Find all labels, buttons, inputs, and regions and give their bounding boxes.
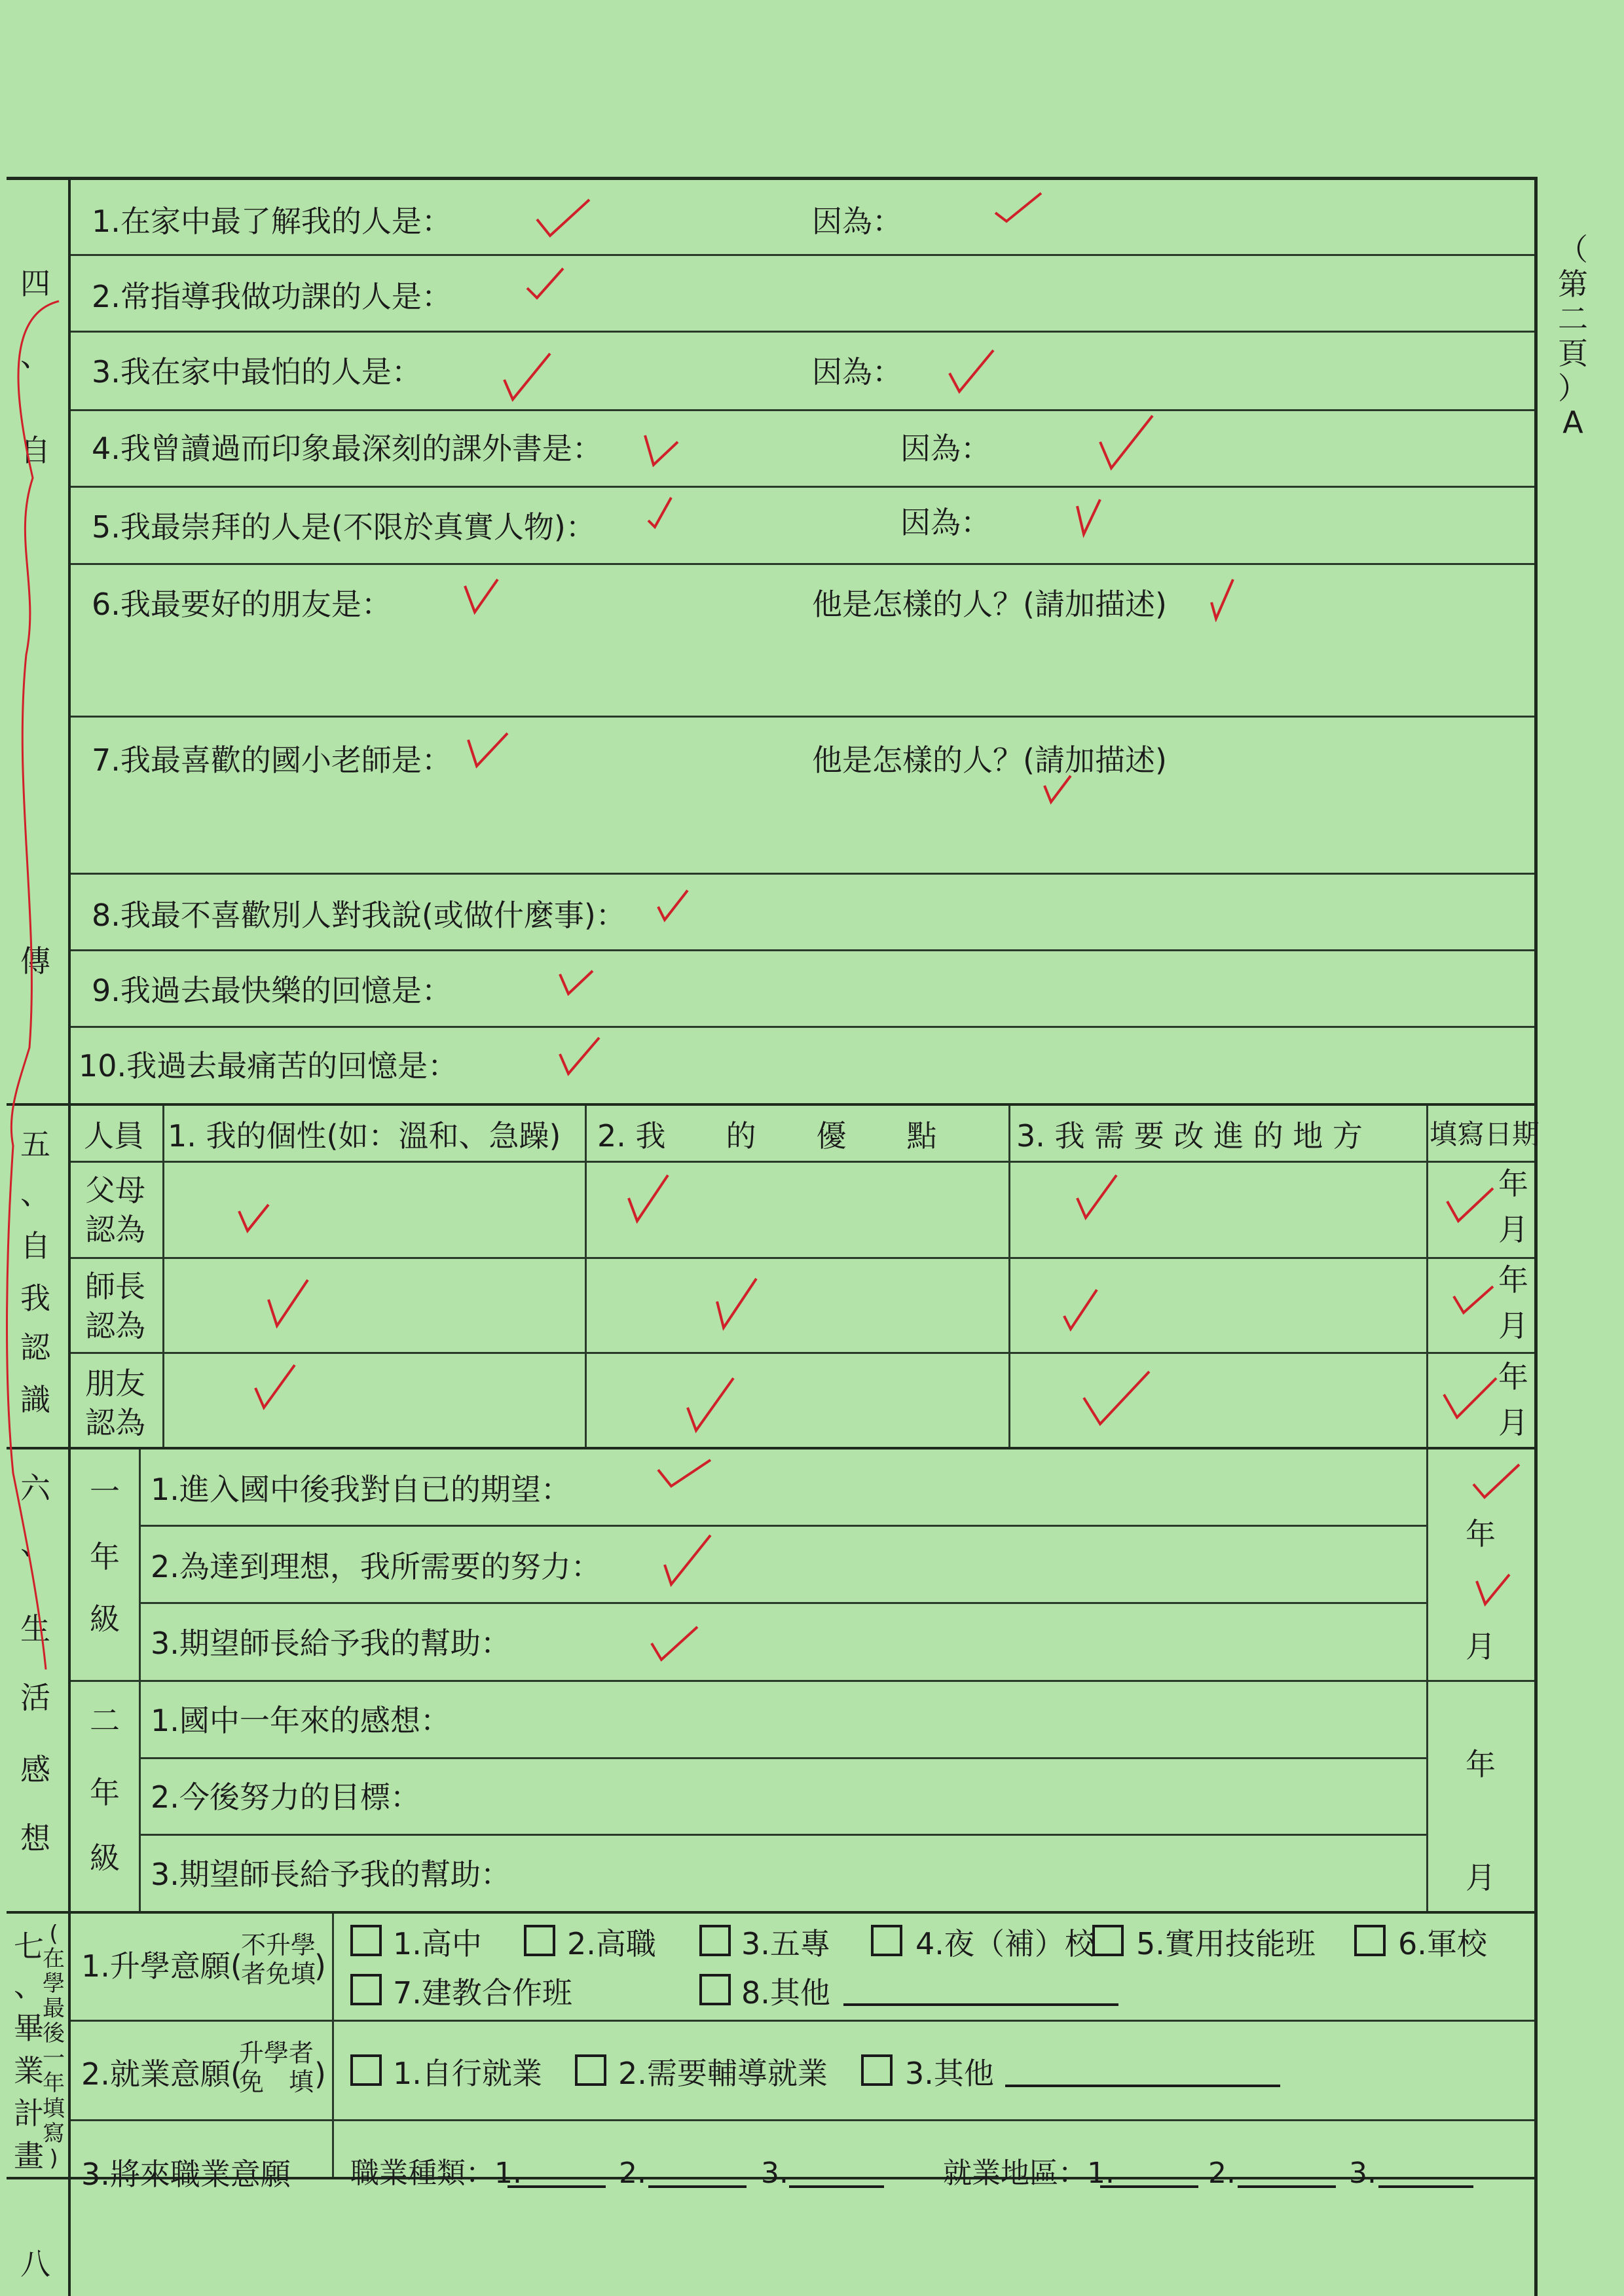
grade1-item: 3.期望師長給予我的幫助：: [151, 1626, 511, 1661]
section6-char: 、: [20, 1526, 50, 1561]
autobio-q6: 6.我最要好的朋友是：: [92, 587, 392, 622]
option-checkbox[interactable]: [861, 2054, 893, 2086]
col-header-date: 填寫日期: [1430, 1118, 1540, 1150]
check-mark-icon: [557, 1034, 602, 1077]
option-checkbox[interactable]: [871, 1925, 902, 1956]
career-area-1-field[interactable]: [1100, 2185, 1198, 2188]
employment-title: 2.就業意願(: [81, 2056, 242, 2092]
note-char: 年: [43, 2070, 65, 2097]
row-teachers: 師長: [85, 1269, 145, 1304]
check-mark-icon: [501, 350, 553, 403]
note-char: 寫: [43, 2120, 65, 2147]
option-label: 6.軍校: [1398, 1926, 1487, 1961]
section6-char: 生: [20, 1611, 50, 1647]
autobio-q2: 2.常指導我做功課的人是：: [92, 279, 452, 314]
check-mark-icon: [714, 1275, 760, 1331]
check-mark-icon: [524, 265, 570, 304]
check-mark-icon: [992, 190, 1044, 229]
check-mark-icon: [1444, 1185, 1496, 1224]
date-month: 月: [1498, 1308, 1528, 1343]
section4-char: 傳: [20, 943, 50, 979]
note-line: 者免填: [241, 1959, 316, 1988]
autobio-q5: 5.我最崇拜的人是(不限於真實人物)：: [92, 509, 596, 545]
career-kind-3-label: 3.: [761, 2157, 788, 2190]
note-char: 最: [43, 1995, 65, 2022]
check-mark-icon: [1208, 576, 1238, 622]
section5-char: 自: [20, 1228, 50, 1264]
section6-char: 想: [20, 1821, 50, 1856]
col-header-personality: 1. 我的個性(如：溫和、急躁): [168, 1118, 561, 1154]
section5-char: 我: [20, 1281, 50, 1316]
autobio-q7: 7.我最喜歡的國小老師是：: [92, 742, 452, 778]
side-char: A: [1562, 405, 1583, 441]
option-label: 8.其他: [741, 1975, 830, 2011]
option-checkbox[interactable]: [350, 1925, 382, 1956]
grade1-month: 月: [1466, 1629, 1496, 1664]
option-label: 2.高職: [567, 1926, 656, 1961]
career-area-label: 就業地區：1.: [943, 2157, 1115, 2190]
note-line: 升學者: [239, 2039, 314, 2068]
grade2-item: 3.期望師長給予我的幫助：: [151, 1857, 511, 1892]
section5-char: 認: [20, 1330, 50, 1365]
employment-note: [239, 2039, 314, 2096]
check-mark-icon: [648, 1624, 701, 1663]
grade2-item: 1.國中一年來的感想：: [151, 1703, 451, 1738]
option-label: 3.其他: [905, 2056, 994, 2091]
section4-char: 四: [20, 266, 50, 301]
check-mark-icon: [625, 1172, 671, 1224]
check-mark-icon: [1080, 1368, 1153, 1427]
option-checkbox[interactable]: [350, 1974, 382, 2005]
side-char: （: [1558, 232, 1588, 267]
check-mark-icon: [534, 196, 593, 242]
option-checkbox[interactable]: [575, 2054, 606, 2086]
check-mark-icon: [1450, 1283, 1496, 1316]
option-label: 5.實用技能班: [1136, 1926, 1316, 1961]
date-year: 年: [1498, 1359, 1528, 1394]
career-kind-1-field[interactable]: [507, 2185, 606, 2188]
check-mark-icon: [465, 730, 511, 769]
career-title: 3.將來職業意願: [81, 2157, 291, 2192]
section4-char: 、: [20, 338, 50, 373]
grade1-item: 2.為達到理想，我所需要的努力：: [151, 1549, 601, 1584]
check-mark-icon: [1074, 496, 1107, 539]
career-kind-2-label: 2.: [619, 2157, 646, 2190]
section6-char: 感: [20, 1752, 50, 1787]
note-line: 免 填: [239, 2067, 314, 2096]
option-label: 7.建教合作班: [393, 1975, 572, 2011]
side-char: 第: [1558, 266, 1588, 302]
autobio-q7-desc: 他是怎樣的人？(請加描述): [812, 742, 1167, 778]
other-employment-field[interactable]: [1005, 2085, 1280, 2087]
autobio-q9: 9.我過去最快樂的回憶是：: [92, 973, 452, 1008]
check-mark-icon: [1470, 1461, 1522, 1501]
check-mark-icon: [1074, 1172, 1120, 1221]
check-mark-icon: [252, 1362, 298, 1411]
grade1-char: 一: [90, 1474, 120, 1509]
autobio-q3-reason: 因為：: [812, 354, 902, 390]
check-mark-icon: [655, 1457, 714, 1489]
check-mark-icon: [655, 887, 691, 923]
grade2-char: 級: [90, 1840, 120, 1876]
row-friends: 認為: [85, 1405, 145, 1440]
grade1-char: 年: [90, 1539, 120, 1575]
autobio-q3: 3.我在家中最怕的人是：: [92, 354, 422, 390]
option-label: 4.夜（補）校: [915, 1926, 1095, 1961]
check-mark-icon: [642, 429, 681, 468]
autobio-q5-reason: 因為：: [900, 505, 991, 540]
autobio-q10: 10.我過去最痛苦的回憶是：: [79, 1048, 458, 1084]
option-checkbox[interactable]: [350, 2054, 382, 2086]
date-year: 年: [1498, 1166, 1528, 1201]
grade1-year: 年: [1466, 1516, 1496, 1552]
career-kind-3-field[interactable]: [789, 2185, 884, 2188]
autobio-q4: 4.我曾讀過而印象最深刻的課外書是：: [92, 431, 602, 466]
option-label: 2.需要輔導就業: [618, 2056, 828, 2091]
section7-char: 業: [14, 2053, 44, 2088]
section8-label: 八: [20, 2246, 50, 2282]
side-char: ）: [1558, 370, 1588, 406]
option-checkbox[interactable]: [1354, 1925, 1386, 1956]
career-area-3-label: 3.: [1349, 2157, 1376, 2190]
side-char: 頁: [1558, 335, 1588, 371]
other-study-field[interactable]: [843, 2003, 1118, 2006]
note-char: 填: [43, 2095, 65, 2122]
col-header-strengths: 2. 我 的 優 點: [597, 1118, 937, 1154]
check-mark-icon: [1061, 1286, 1100, 1332]
autobio-q8: 8.我最不喜歡別人對我說(或做什麼事)：: [92, 898, 626, 933]
section5-char: 、: [20, 1176, 50, 1211]
check-mark-icon: [557, 968, 596, 997]
option-label: 1.高中: [393, 1926, 482, 1961]
page-side-label: [1553, 232, 1593, 440]
option-label: 3.五專: [741, 1926, 830, 1961]
option-checkbox[interactable]: [1092, 1925, 1124, 1956]
check-mark-icon: [1441, 1375, 1500, 1421]
section7-char: 計: [14, 2096, 44, 2131]
option-checkbox[interactable]: [699, 1925, 731, 1956]
red-bracket-mark: [0, 262, 79, 1702]
col-header-person: 人員: [84, 1118, 144, 1154]
further-study-title: 1.升學意願(: [81, 1948, 242, 1984]
check-mark-icon: [265, 1277, 311, 1329]
note-char: 在: [43, 1946, 65, 1973]
grade1-char: 級: [90, 1601, 120, 1637]
grade1-item: 1.進入國中後我對自已的期望：: [151, 1472, 571, 1507]
section6-char: 活: [20, 1680, 50, 1715]
career-kind-label: 職業種類：1.: [350, 2157, 522, 2190]
grade2-item: 2.今後努力的目標：: [151, 1779, 420, 1815]
date-month: 月: [1498, 1405, 1528, 1440]
note-char: 學: [43, 1971, 65, 1997]
section7-char: 、: [14, 1968, 44, 2003]
row-friends: 朋友: [85, 1366, 145, 1401]
note-line: 不升學: [241, 1931, 316, 1959]
section7-char: 畫: [14, 2138, 44, 2174]
grade2-char: 二: [90, 1703, 120, 1738]
autobio-q6-desc: 他是怎樣的人？(請加描述): [812, 587, 1167, 622]
check-mark-icon: [645, 494, 678, 534]
date-month: 月: [1498, 1212, 1528, 1247]
note-char: ): [49, 2145, 58, 2172]
autobio-q4-reason: 因為：: [900, 431, 991, 466]
side-char: 二: [1558, 301, 1588, 337]
grade2-month: 月: [1466, 1860, 1496, 1895]
note-char: (: [49, 1921, 58, 1947]
section5-char: 識: [20, 1382, 50, 1417]
autobio-q1: 1.在家中最了解我的人是：: [92, 204, 452, 239]
section6-char: 六: [20, 1470, 50, 1506]
further-study-note: [241, 1931, 316, 1988]
option-checkbox[interactable]: [524, 1925, 555, 1956]
row-parents: 認為: [85, 1212, 145, 1247]
check-mark-icon: [462, 576, 501, 615]
grade2-char: 年: [90, 1775, 120, 1810]
career-area-2-label: 2.: [1208, 2157, 1236, 2190]
option-label: 1.自行就業: [393, 2056, 542, 2091]
career-kind-2-field[interactable]: [648, 2185, 747, 2188]
career-area-3-field[interactable]: [1378, 2185, 1473, 2188]
check-mark-icon: [684, 1375, 737, 1434]
further-study-title-end: ): [314, 1948, 326, 1984]
date-year: 年: [1498, 1262, 1528, 1298]
check-mark-icon: [946, 347, 999, 396]
check-mark-icon: [661, 1532, 714, 1588]
row-teachers: 認為: [85, 1308, 145, 1343]
section7-note: [41, 1922, 67, 2171]
section4-char: 自: [20, 433, 50, 468]
check-mark-icon: [1473, 1571, 1513, 1607]
check-mark-icon: [1097, 412, 1156, 471]
section7-char: 畢: [14, 2011, 44, 2046]
option-checkbox[interactable]: [699, 1974, 731, 2005]
autobio-q1-reason: 因為：: [812, 204, 902, 239]
employment-title-end: ): [314, 2056, 326, 2092]
career-area-2-field[interactable]: [1238, 2185, 1336, 2188]
note-char: 後: [43, 2020, 65, 2047]
check-mark-icon: [1041, 773, 1074, 805]
section5-char: 五: [20, 1127, 50, 1162]
section7-char: 七: [14, 1929, 44, 1964]
col-header-improve: 3. 我 需 要 改 進 的 地 方: [1016, 1118, 1363, 1154]
check-mark-icon: [236, 1201, 272, 1234]
row-parents: 父母: [85, 1173, 145, 1208]
grade2-year: 年: [1466, 1747, 1496, 1782]
note-char: 一: [43, 2045, 65, 2072]
